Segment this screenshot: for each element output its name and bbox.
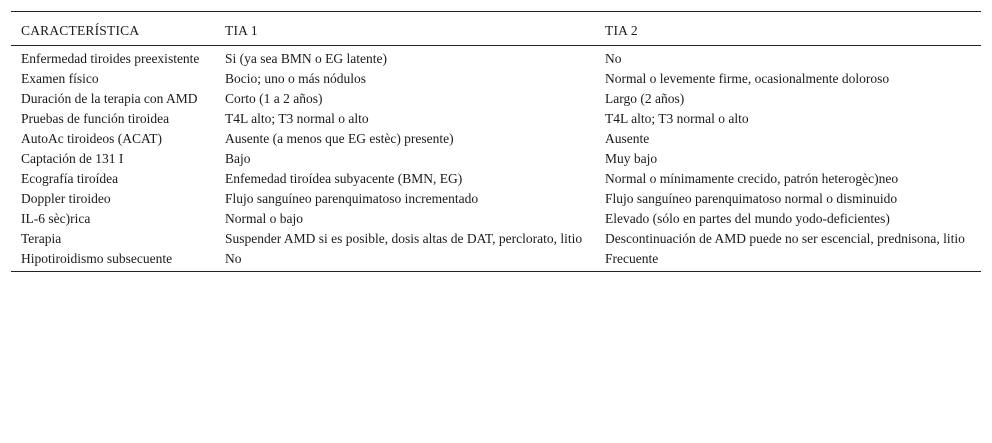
table-row [11,129,981,149]
row-tia-2: Muy bajo [605,151,658,166]
table-body [11,46,981,272]
row-tia-2: Normal o levemente firme, ocasionalmente doloroso [605,71,890,86]
row-characteristic: Enfermedad tiroides preexistente [21,51,200,66]
row-characteristic: Duración de la terapia con AMD [21,91,198,106]
table-header [11,12,981,46]
table-row [11,189,981,209]
row-tia-1: Flujo sanguíneo parenquimatoso incrementado [225,191,479,206]
row-tia-1: Enfemedad tiroídea subyacente (BMN, EG) [225,171,463,186]
table-row [11,89,981,109]
row-tia-2: Descontinuación de AMD puede no ser escencial, prednisona, litio [605,231,965,246]
row-tia-2: No [605,51,622,66]
row-characteristic: Captación de 131 I [21,151,124,166]
table-row [11,229,981,249]
row-tia-1: Suspender AMD si es posible, dosis altas de DAT, perclorato, litio [225,231,583,246]
row-characteristic: Examen físico [21,71,99,86]
row-tia-1: Bajo [225,151,251,166]
row-tia-2: Ausente [605,131,650,146]
table-row [11,69,981,89]
row-tia-2: Normal o mínimamente crecido, patrón heterogèc)neo [605,171,899,186]
row-tia-2: Largo (2 años) [605,91,685,106]
row-characteristic: Pruebas de función tiroidea [21,111,170,126]
row-tia-2: Elevado (sólo en partes del mundo yodo-deficientes) [605,211,890,226]
row-characteristic: IL-6 sèc)rica [21,211,91,226]
row-characteristic: Terapia [21,231,62,246]
header-row [11,12,981,46]
header-tia-1: TIA 1 [215,12,595,46]
row-characteristic: AutoAc tiroideos (ACAT) [21,131,162,146]
row-tia-1: Ausente (a menos que EG estèc) presente) [225,131,454,146]
row-characteristic: Ecografía tiroídea [21,171,119,186]
row-tia-2: T4L alto; T3 normal o alto [605,111,749,126]
row-characteristic: Hipotiroidismo subsecuente [21,251,173,266]
table-row [11,109,981,129]
table-row [11,169,981,189]
row-tia-2: Frecuente [605,251,659,266]
row-tia-1: T4L alto; T3 normal o alto [225,111,369,126]
row-tia-2: Flujo sanguíneo parenquimatoso normal o disminuido [605,191,898,206]
table-row [11,209,981,229]
header-caracteristica: CARACTERÍSTICA [11,12,215,46]
table-row [11,249,981,272]
row-tia-1: Corto (1 a 2 años) [225,91,323,106]
comparison-table [11,11,981,272]
table-row [11,149,981,169]
header-tia-2: TIA 2 [595,12,981,46]
row-tia-1: Bocio; uno o más nódulos [225,71,366,86]
table-row [11,46,981,70]
row-tia-1: Normal o bajo [225,211,303,226]
row-characteristic: Doppler tiroideo [21,191,111,206]
row-tia-1: Si (ya sea BMN o EG latente) [225,51,387,66]
row-tia-1: No [225,251,242,266]
